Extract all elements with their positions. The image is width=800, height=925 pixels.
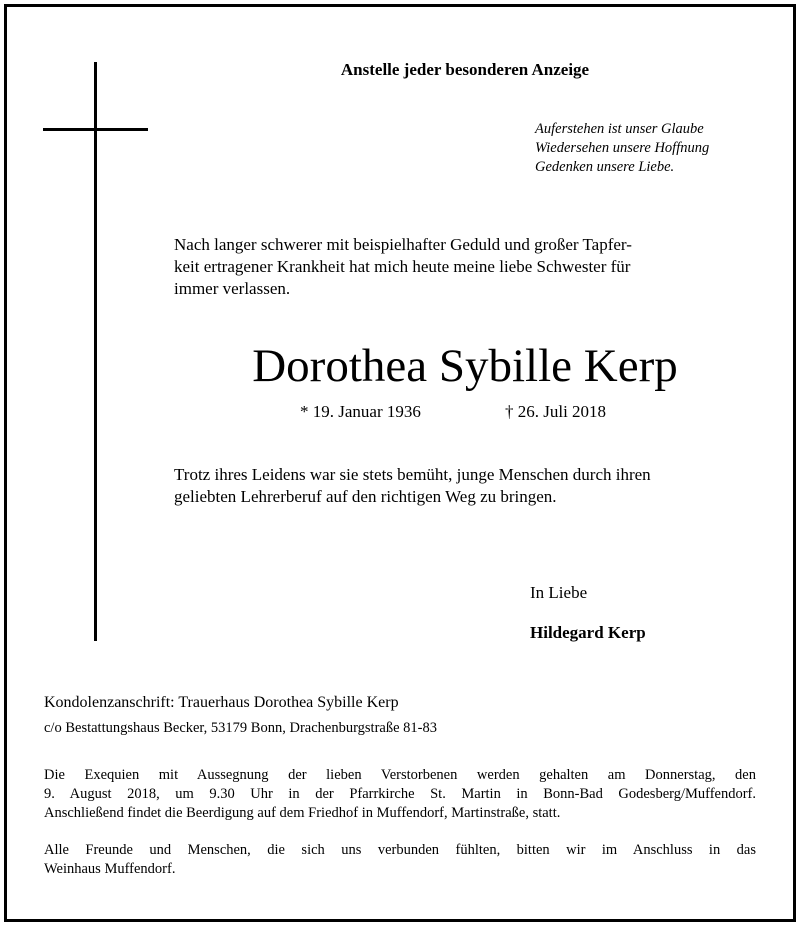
- deceased-name: Dorothea Sybille Kerp: [252, 340, 678, 392]
- motto-verse: [535, 120, 785, 177]
- cross-icon-vertical-bar: [94, 62, 97, 641]
- service-line: 9. August 2018, um 9.30 Uhr in der Pfarrkirche St. Martin in Bonn-Bad Godesberg/Muffendorf.: [44, 786, 756, 802]
- intro-line: keit ertragener Krankheit hat mich heute meine liebe Schwester für: [174, 257, 631, 276]
- closing-phrase: In Liebe: [530, 583, 588, 602]
- motto-line: Wiedersehen unsere Hoffnung: [535, 140, 710, 156]
- birth-date: * 19. Januar 1936: [300, 402, 421, 421]
- cross-icon-horizontal-bar: [43, 128, 148, 131]
- death-date: † 26. Juli 2018: [505, 402, 607, 421]
- service-line: Die Exequien mit Aussegnung der lieben Verstorbenen werden gehalten am Donnerstag, den: [44, 767, 756, 783]
- condolence-address: c/o Bestattungshaus Becker, 53179 Bonn, Drachenburgstraße 81-83: [44, 720, 437, 736]
- service-line: Anschließend findet die Beerdigung auf dem Friedhof in Muffendorf, Martinstraße, statt.: [44, 805, 561, 821]
- thanks-line: Alle Freunde und Menschen, die sich uns verbunden fühlten, bitten wir im Anschluss in das: [44, 842, 756, 858]
- signer-name: Hildegard Kerp: [530, 623, 646, 642]
- notice-headline: Anstelle jeder besonderen Anzeige: [340, 60, 590, 79]
- tribute-line: Trotz ihres Leidens war sie stets bemüht, junge Menschen durch ihren: [174, 465, 651, 484]
- thanks-line: Weinhaus Muffendorf.: [44, 861, 176, 877]
- intro-line: immer verlassen.: [174, 279, 291, 298]
- tribute-paragraph: [174, 464, 764, 508]
- motto-line: Auferstehen ist unser Glaube: [535, 121, 704, 137]
- condolence-heading: Kondolenzanschrift: Trauerhaus Dorothea Sybille Kerp: [44, 694, 399, 711]
- tribute-line: geliebten Lehrerberuf auf den richtigen Weg zu bringen.: [174, 487, 557, 506]
- motto-line: Gedenken unsere Liebe.: [535, 159, 675, 175]
- thanks-paragraph: [44, 841, 756, 879]
- intro-line: Nach langer schwerer mit beispielhafter Geduld und großer Tapfer-: [174, 235, 632, 254]
- intro-paragraph: [174, 234, 756, 300]
- service-paragraph: [44, 766, 756, 823]
